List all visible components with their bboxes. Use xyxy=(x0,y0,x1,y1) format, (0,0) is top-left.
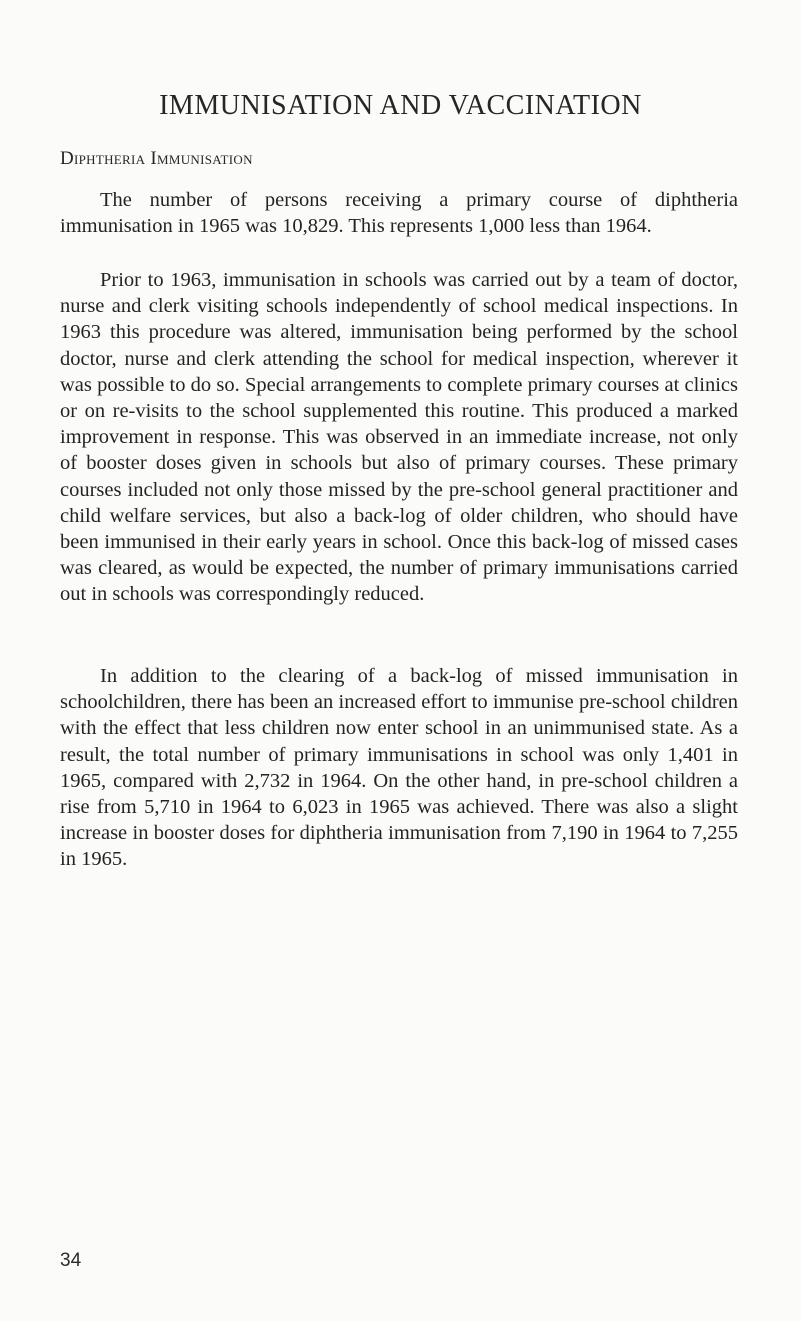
page-number: 34 xyxy=(60,1250,82,1271)
paragraph-1: The number of persons receiving a primary course of diphtheria immunisation in 1965 was 10,829. This represents 1,000 less than 1964. xyxy=(60,189,738,238)
page-title: IMMUNISATION AND VACCINATION xyxy=(159,90,642,121)
section-heading: Diphtheria Immunisation xyxy=(60,148,253,169)
paragraph-3: In addition to the clearing of a back-log of missed immunisation in schoolchildren, there has been an increased effort to immunise pre-school children with the effect that less children now enter school in an unimmunised state. As a result, the total number of primary immunisations in school was only 1,401 in 1965, compared with 2,732 in 1964. On the other hand, in pre-school children a rise from 5,710 in 1964 to 6,023 in 1965 was achieved. There was also a slight increase in booster doses for diphtheria immunisation from 7,190 in 1964 to 7,255 in 1965. xyxy=(60,665,738,871)
paragraph-2: Prior to 1963, immunisation in schools was carried out by a team of doctor, nurse and clerk visiting schools independently of school medical inspections. In 1963 this procedure was altered, immunisation being performed by the school doctor, nurse and clerk attending the school for medical inspection, wherever it was possible to do so. Special arrangements to complete primary courses at clinics or on re-visits to the school supplemented this routine. This produced a marked improvement in response. This was observed in an immediate increase, not only of booster doses given in schools but also of primary courses. These primary courses included not only those missed by the pre-school general practitioner and child welfare services, but also a back-log of older children, who should have been immunised in their early years in school. Once this back-log of missed cases was cleared, as would be expected, the number of primary immunisations carried out in schools was correspondingly reduced. xyxy=(60,269,738,606)
